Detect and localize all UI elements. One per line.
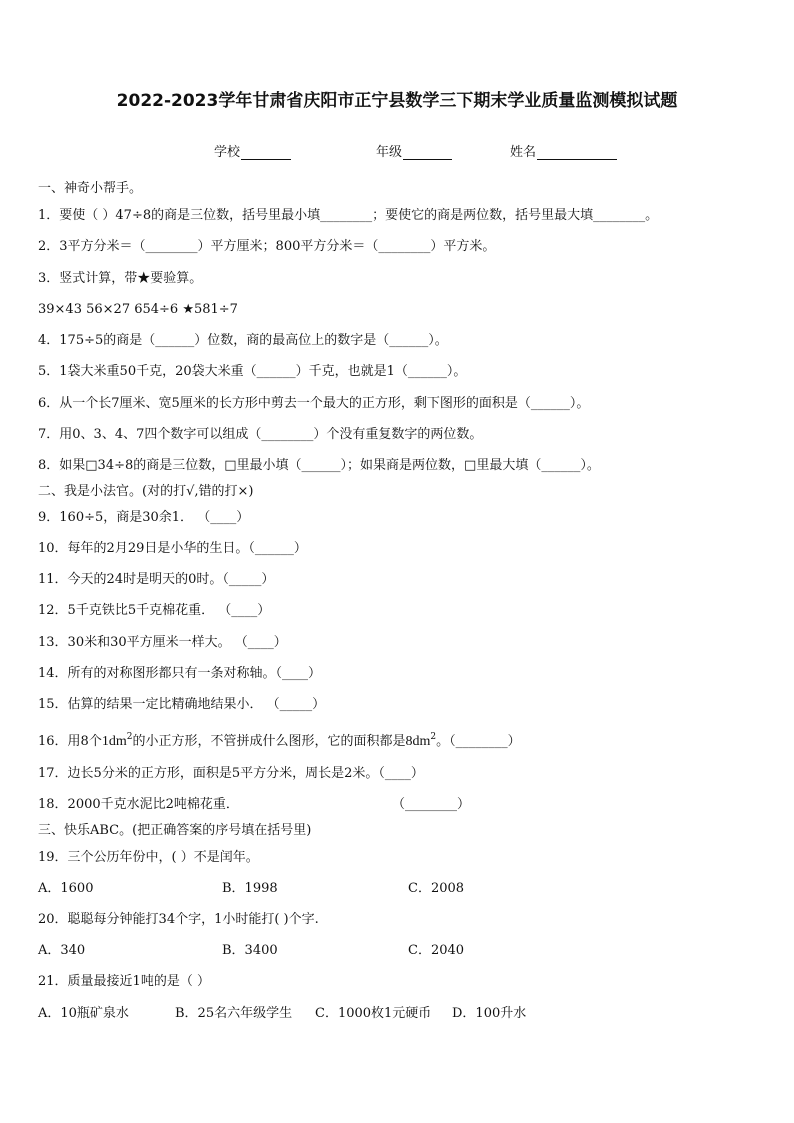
name-field [510, 141, 617, 160]
question-16-part-a: 16．用8个 [38, 734, 102, 749]
question-21-option-d[interactable]: D．100升水 [452, 1006, 527, 1021]
question-20-option-b[interactable]: B．3400 [222, 943, 278, 958]
question-18: 18．2000千克水泥比2吨棉花重． [38, 797, 239, 812]
question-13: 13．30米和30平方厘米一样大。 （____） [38, 635, 287, 650]
question-8: 8．如果□34÷8的商是三位数，□里最小填（______）；如果商是两位数，□里最大填（______）。 [38, 458, 600, 473]
school-label: 学校 [214, 145, 241, 160]
question-20-option-a[interactable]: A．340 [38, 943, 86, 958]
question-16-unit-1: 1dm [101, 734, 127, 749]
question-10: 10．每年的2月29日是小华的生日。（______） [38, 541, 307, 556]
question-5: 5．1袋大米重50千克，20袋大米重（______）千克，也就是1（______）。 [38, 364, 467, 379]
question-16-unit-2: 8dm [405, 734, 431, 749]
question-1: 1．要使（ ）47÷8的商是三位数，括号里最小填________；要使它的商是两位数，括号里最大填________。 [38, 208, 659, 223]
school-field [214, 141, 291, 160]
question-19: 19．三个公历年份中，( ）不是闰年。 [38, 850, 259, 865]
section-2-heading: 二、我是小法官。(对的打√,错的打×) [38, 484, 254, 499]
question-16-exponent-1: 2 [126, 732, 133, 742]
question-18-blank: （________） [392, 797, 471, 812]
page-title: 2022-2023学年甘肃省庆阳市正宁县数学三下期末学业质量监测模拟试题 [116, 91, 678, 111]
school-blank[interactable] [241, 145, 291, 160]
question-21-option-c[interactable]: C．1000枚1元硬币 [315, 1006, 432, 1021]
question-16-part-b: 的小正方形，不管拼成什么图形，它的面积都是 [132, 734, 406, 749]
question-7: 7．用0、3、4、7四个数字可以组成（________）个没有重复数字的两位数。 [38, 427, 483, 442]
name-label: 姓名 [510, 145, 537, 160]
question-16-part-c: 。（________） [436, 734, 521, 749]
question-6: 6．从一个长7厘米、宽5厘米的长方形中剪去一个最大的正方形，剩下图形的面积是（______）。 [38, 396, 590, 411]
question-9: 9．160÷5，商是30余1． （____） [38, 510, 250, 525]
question-20-option-c[interactable]: C．2040 [408, 943, 465, 958]
question-11: 11．今天的24时是明天的0时。（_____） [38, 572, 275, 587]
question-17: 17．边长5分米的正方形，面积是5平方分米，周长是2米。（____） [38, 766, 424, 781]
question-4: 4．175÷5的商是（______）位数，商的最高位上的数字是（______）。 [38, 333, 448, 348]
question-20: 20．聪聪每分钟能打34个字，1小时能打( )个字. [38, 912, 319, 927]
question-15: 15．估算的结果一定比精确地结果小． （_____） [38, 697, 326, 712]
section-1-heading: 一、神奇小帮手。 [38, 181, 143, 196]
question-2: 2．3平方分米＝（________）平方厘米；800平方分米＝（________）平方米。 [38, 239, 496, 254]
grade-label: 年级 [376, 145, 403, 160]
grade-blank[interactable] [403, 145, 452, 160]
question-21-option-b[interactable]: B．25名六年级学生 [175, 1006, 293, 1021]
question-19-option-a[interactable]: A．1600 [38, 881, 94, 896]
question-19-option-c[interactable]: C．2008 [408, 881, 465, 896]
question-14: 14．所有的对称图形都只有一条对称轴。（____） [38, 666, 322, 681]
question-16-exponent-2: 2 [430, 732, 437, 742]
question-16 [38, 729, 521, 750]
name-blank[interactable] [537, 145, 617, 160]
question-21-option-a[interactable]: A．10瓶矿泉水 [38, 1006, 129, 1021]
question-19-option-b[interactable]: B．1998 [222, 881, 278, 896]
section-3-heading: 三、快乐ABC。(把正确答案的序号填在括号里) [38, 823, 312, 838]
grade-field [376, 141, 452, 160]
question-12: 12．5千克铁比5千克棉花重． （____） [38, 603, 271, 618]
question-3: 3．竖式计算，带★要验算。 [38, 271, 203, 286]
question-3-items: 39×43 56×27 654÷6 ★581÷7 [38, 302, 238, 317]
question-21: 21．质量最接近1吨的是（ ） [38, 974, 210, 989]
